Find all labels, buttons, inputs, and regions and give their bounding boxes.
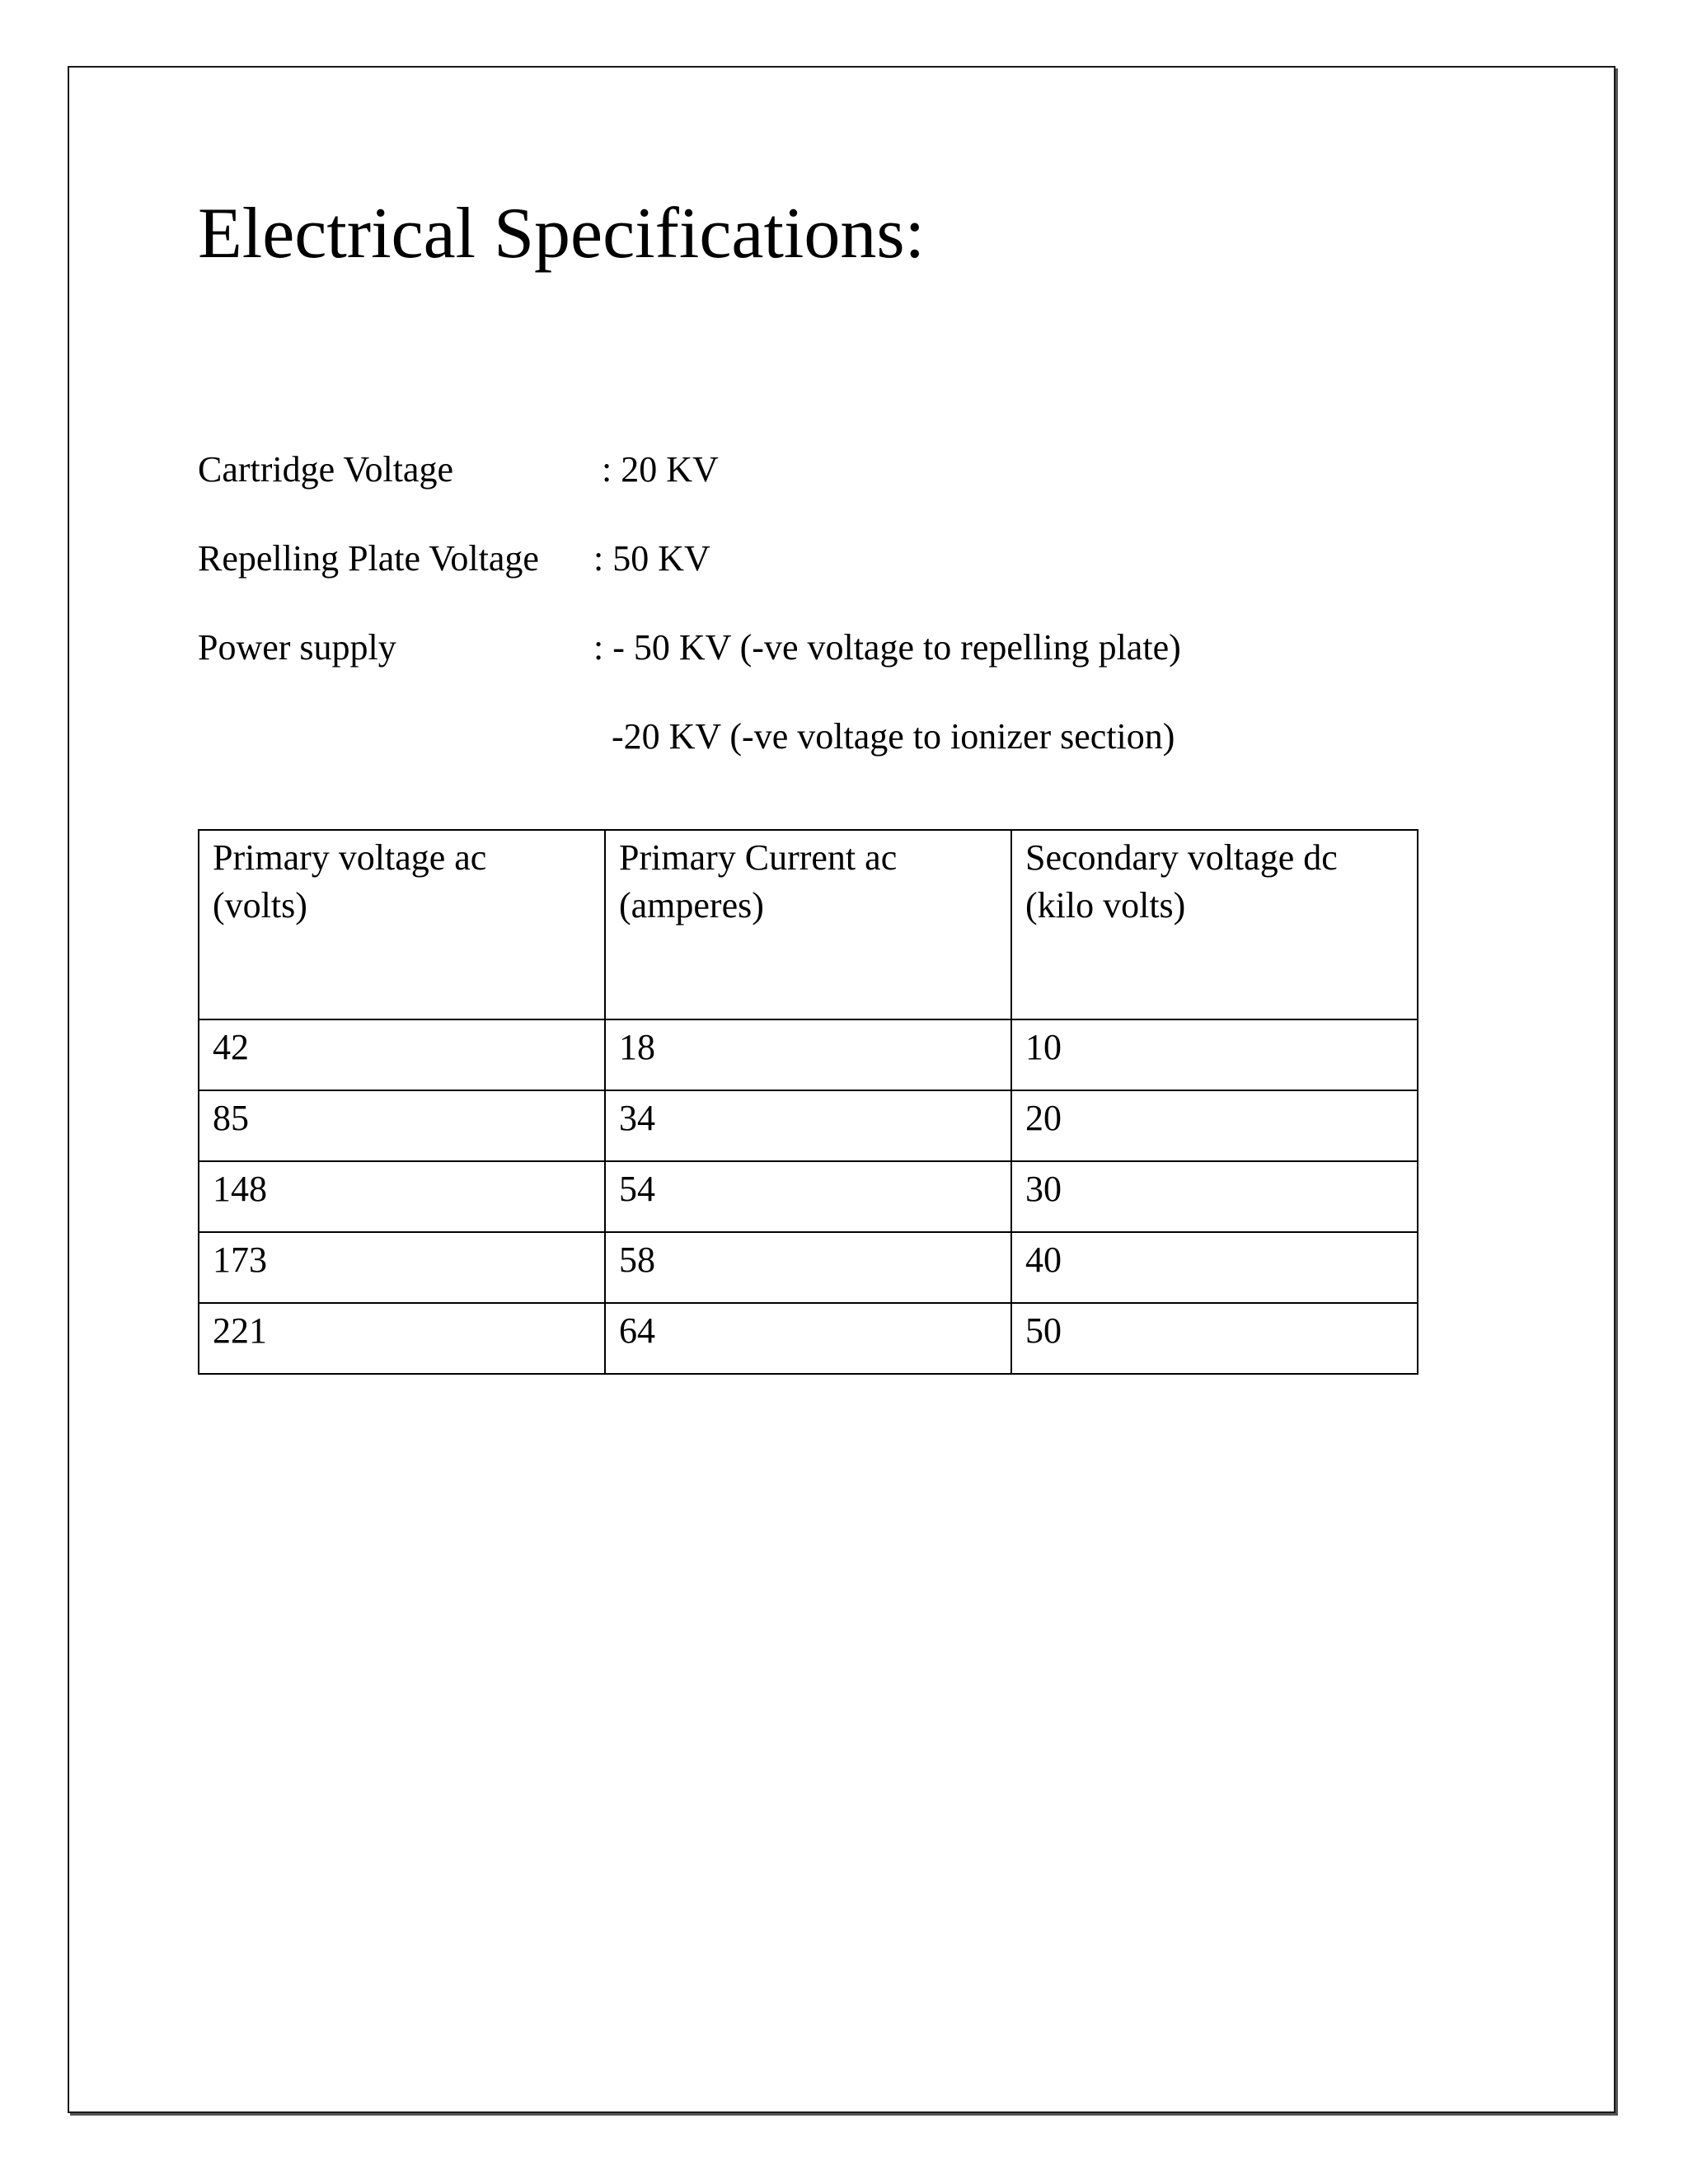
header-line: Primary voltage ac	[213, 837, 487, 878]
header-line: (volts)	[213, 885, 307, 926]
header-line: (kilo volts)	[1025, 885, 1186, 926]
table-cell: 30	[1011, 1161, 1418, 1232]
spec-value: : 50 KV	[593, 538, 710, 579]
voltage-current-table	[198, 829, 1418, 1375]
header-line: Primary Current ac	[619, 837, 898, 878]
spec-value: : - 50 KV (-ve voltage to repelling plate)	[593, 627, 1181, 668]
spec-label: Repelling Plate Voltage	[198, 538, 539, 579]
table-cell: 64	[605, 1303, 1011, 1374]
spec-value: -20 KV (-ve voltage to ionizer section)	[612, 716, 1175, 757]
header-primary-voltage	[199, 830, 605, 1019]
header-primary-current	[605, 830, 1011, 1019]
header-line: Secondary voltage dc	[1025, 837, 1338, 878]
table-cell: 148	[199, 1161, 605, 1232]
table-row	[199, 1161, 1418, 1232]
table-cell: 34	[605, 1090, 1011, 1161]
table-row	[199, 1232, 1418, 1303]
table-cell: 54	[605, 1161, 1011, 1232]
table-header-row	[199, 830, 1418, 1019]
table-cell: 85	[199, 1090, 605, 1161]
table-cell: 10	[1011, 1019, 1418, 1090]
table-cell: 20	[1011, 1090, 1418, 1161]
header-line: (amperes)	[619, 885, 764, 926]
spec-label: Cartridge Voltage	[198, 449, 453, 490]
page-title: Electrical Specifications:	[198, 194, 926, 274]
table-cell: 173	[199, 1232, 605, 1303]
table-row	[199, 1019, 1418, 1090]
table-row	[199, 1090, 1418, 1161]
table-cell: 58	[605, 1232, 1011, 1303]
header-secondary-voltage	[1011, 830, 1418, 1019]
spec-label: Power supply	[198, 627, 396, 668]
spec-value: : 20 KV	[602, 449, 719, 490]
table-cell: 221	[199, 1303, 605, 1374]
table-cell: 18	[605, 1019, 1011, 1090]
table-cell: 40	[1011, 1232, 1418, 1303]
table-cell: 50	[1011, 1303, 1418, 1374]
table-cell: 42	[199, 1019, 605, 1090]
table-row	[199, 1303, 1418, 1374]
